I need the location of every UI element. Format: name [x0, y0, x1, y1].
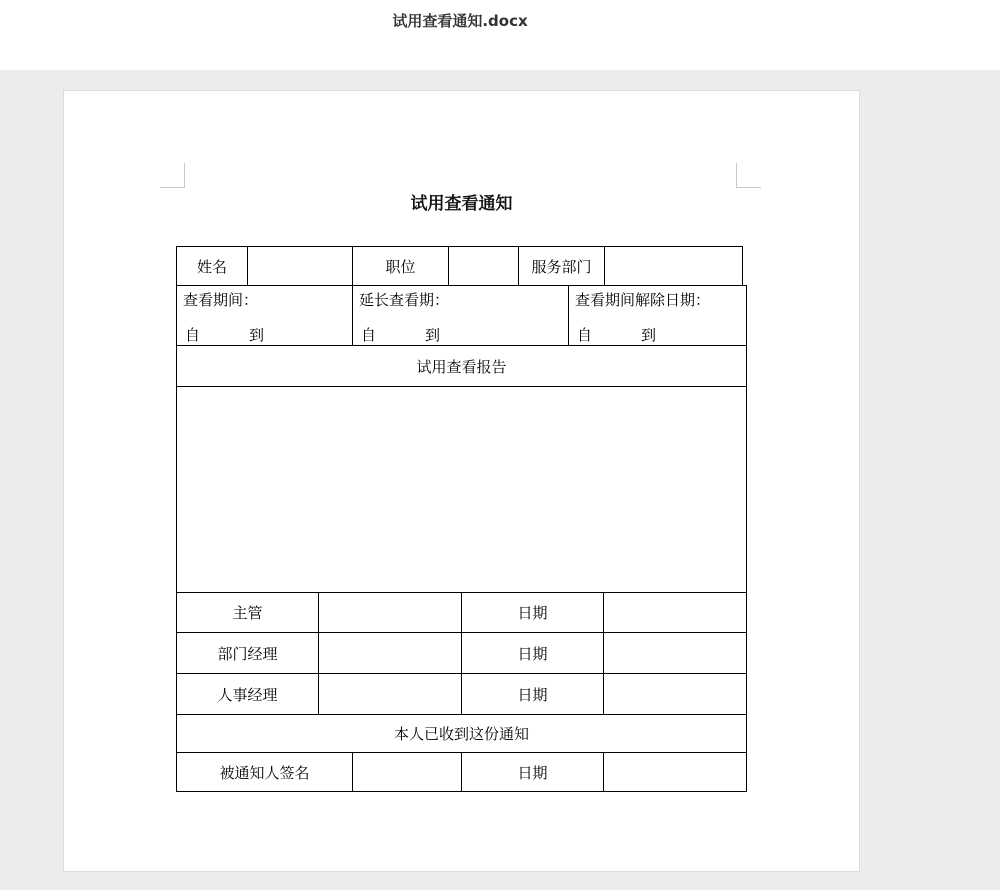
dept-label: 服务部门: [531, 257, 592, 276]
period-from-label: 自: [185, 326, 201, 344]
report-header: 试用查看报告: [416, 357, 507, 376]
approval-role-supervisor: 主管: [232, 604, 263, 622]
approval-sign-cell[interactable]: [318, 592, 462, 633]
recipient-sign-label-cell: [176, 752, 353, 792]
approval-date-label-cell: [461, 673, 604, 715]
name-label-cell: [176, 246, 248, 286]
extended-period-label: 延长查看期：: [359, 291, 450, 309]
approval-role-cell: [176, 673, 319, 715]
approval-date-label-supervisor: 日期: [517, 604, 548, 622]
recipient-sign-cell[interactable]: [352, 752, 462, 792]
probation-period-cell[interactable]: [176, 285, 353, 346]
recipient-date-label: 日期: [517, 763, 548, 782]
margin-corner-top-left: [160, 163, 185, 188]
document-title: 试用查看通知: [410, 194, 513, 214]
recipient-date-label-cell: [461, 752, 604, 792]
report-header-cell: [176, 345, 747, 387]
approval-date-label-cell: [461, 592, 604, 633]
extended-period-cell[interactable]: [352, 285, 569, 346]
probation-form-table: [176, 246, 748, 792]
recipient-date-value-cell[interactable]: [603, 752, 747, 792]
approval-role-hr-manager: 人事经理: [217, 685, 278, 704]
approval-role-dept-manager: 部门经理: [217, 644, 278, 663]
approval-sign-cell[interactable]: [318, 632, 462, 674]
approval-date-label-dept-manager: 日期: [517, 644, 548, 663]
dept-value-cell[interactable]: [604, 246, 743, 286]
release-date-cell[interactable]: [568, 285, 747, 346]
extend-from-label: 自: [361, 326, 377, 344]
probation-period-label: 查看期间：: [183, 291, 259, 309]
approval-date-value-cell[interactable]: [603, 592, 747, 633]
approval-role-cell: [176, 632, 319, 674]
recipient-sign-label: 被通知人签名: [219, 763, 310, 782]
document-filename: 试用查看通知.docx: [392, 12, 528, 30]
name-value-cell[interactable]: [247, 246, 353, 286]
approval-date-value-cell[interactable]: [603, 673, 747, 715]
release-date-label: 查看期间解除日期：: [575, 291, 711, 309]
document-viewer[interactable]: [0, 70, 1000, 890]
title-bar: [0, 0, 1000, 70]
approval-date-label-hr-manager: 日期: [517, 685, 548, 704]
dept-label-cell: [518, 246, 605, 286]
acknowledge-text: 本人已收到这份通知: [393, 725, 529, 743]
period-to-label: 到: [249, 326, 265, 344]
margin-corner-top-right: [736, 163, 761, 188]
acknowledge-cell: [176, 714, 747, 753]
approval-sign-cell[interactable]: [318, 673, 462, 715]
position-label: 职位: [385, 257, 416, 276]
approval-role-cell: [176, 592, 319, 633]
approval-date-value-cell[interactable]: [603, 632, 747, 674]
extend-to-label: 到: [425, 326, 441, 344]
document-page[interactable]: [63, 90, 860, 872]
position-label-cell: [352, 246, 449, 286]
name-label: 姓名: [196, 257, 227, 276]
release-from-label: 自: [577, 326, 593, 344]
approval-date-label-cell: [461, 632, 604, 674]
position-value-cell[interactable]: [448, 246, 519, 286]
report-body-cell[interactable]: [176, 386, 747, 593]
release-to-label: 到: [641, 326, 657, 344]
